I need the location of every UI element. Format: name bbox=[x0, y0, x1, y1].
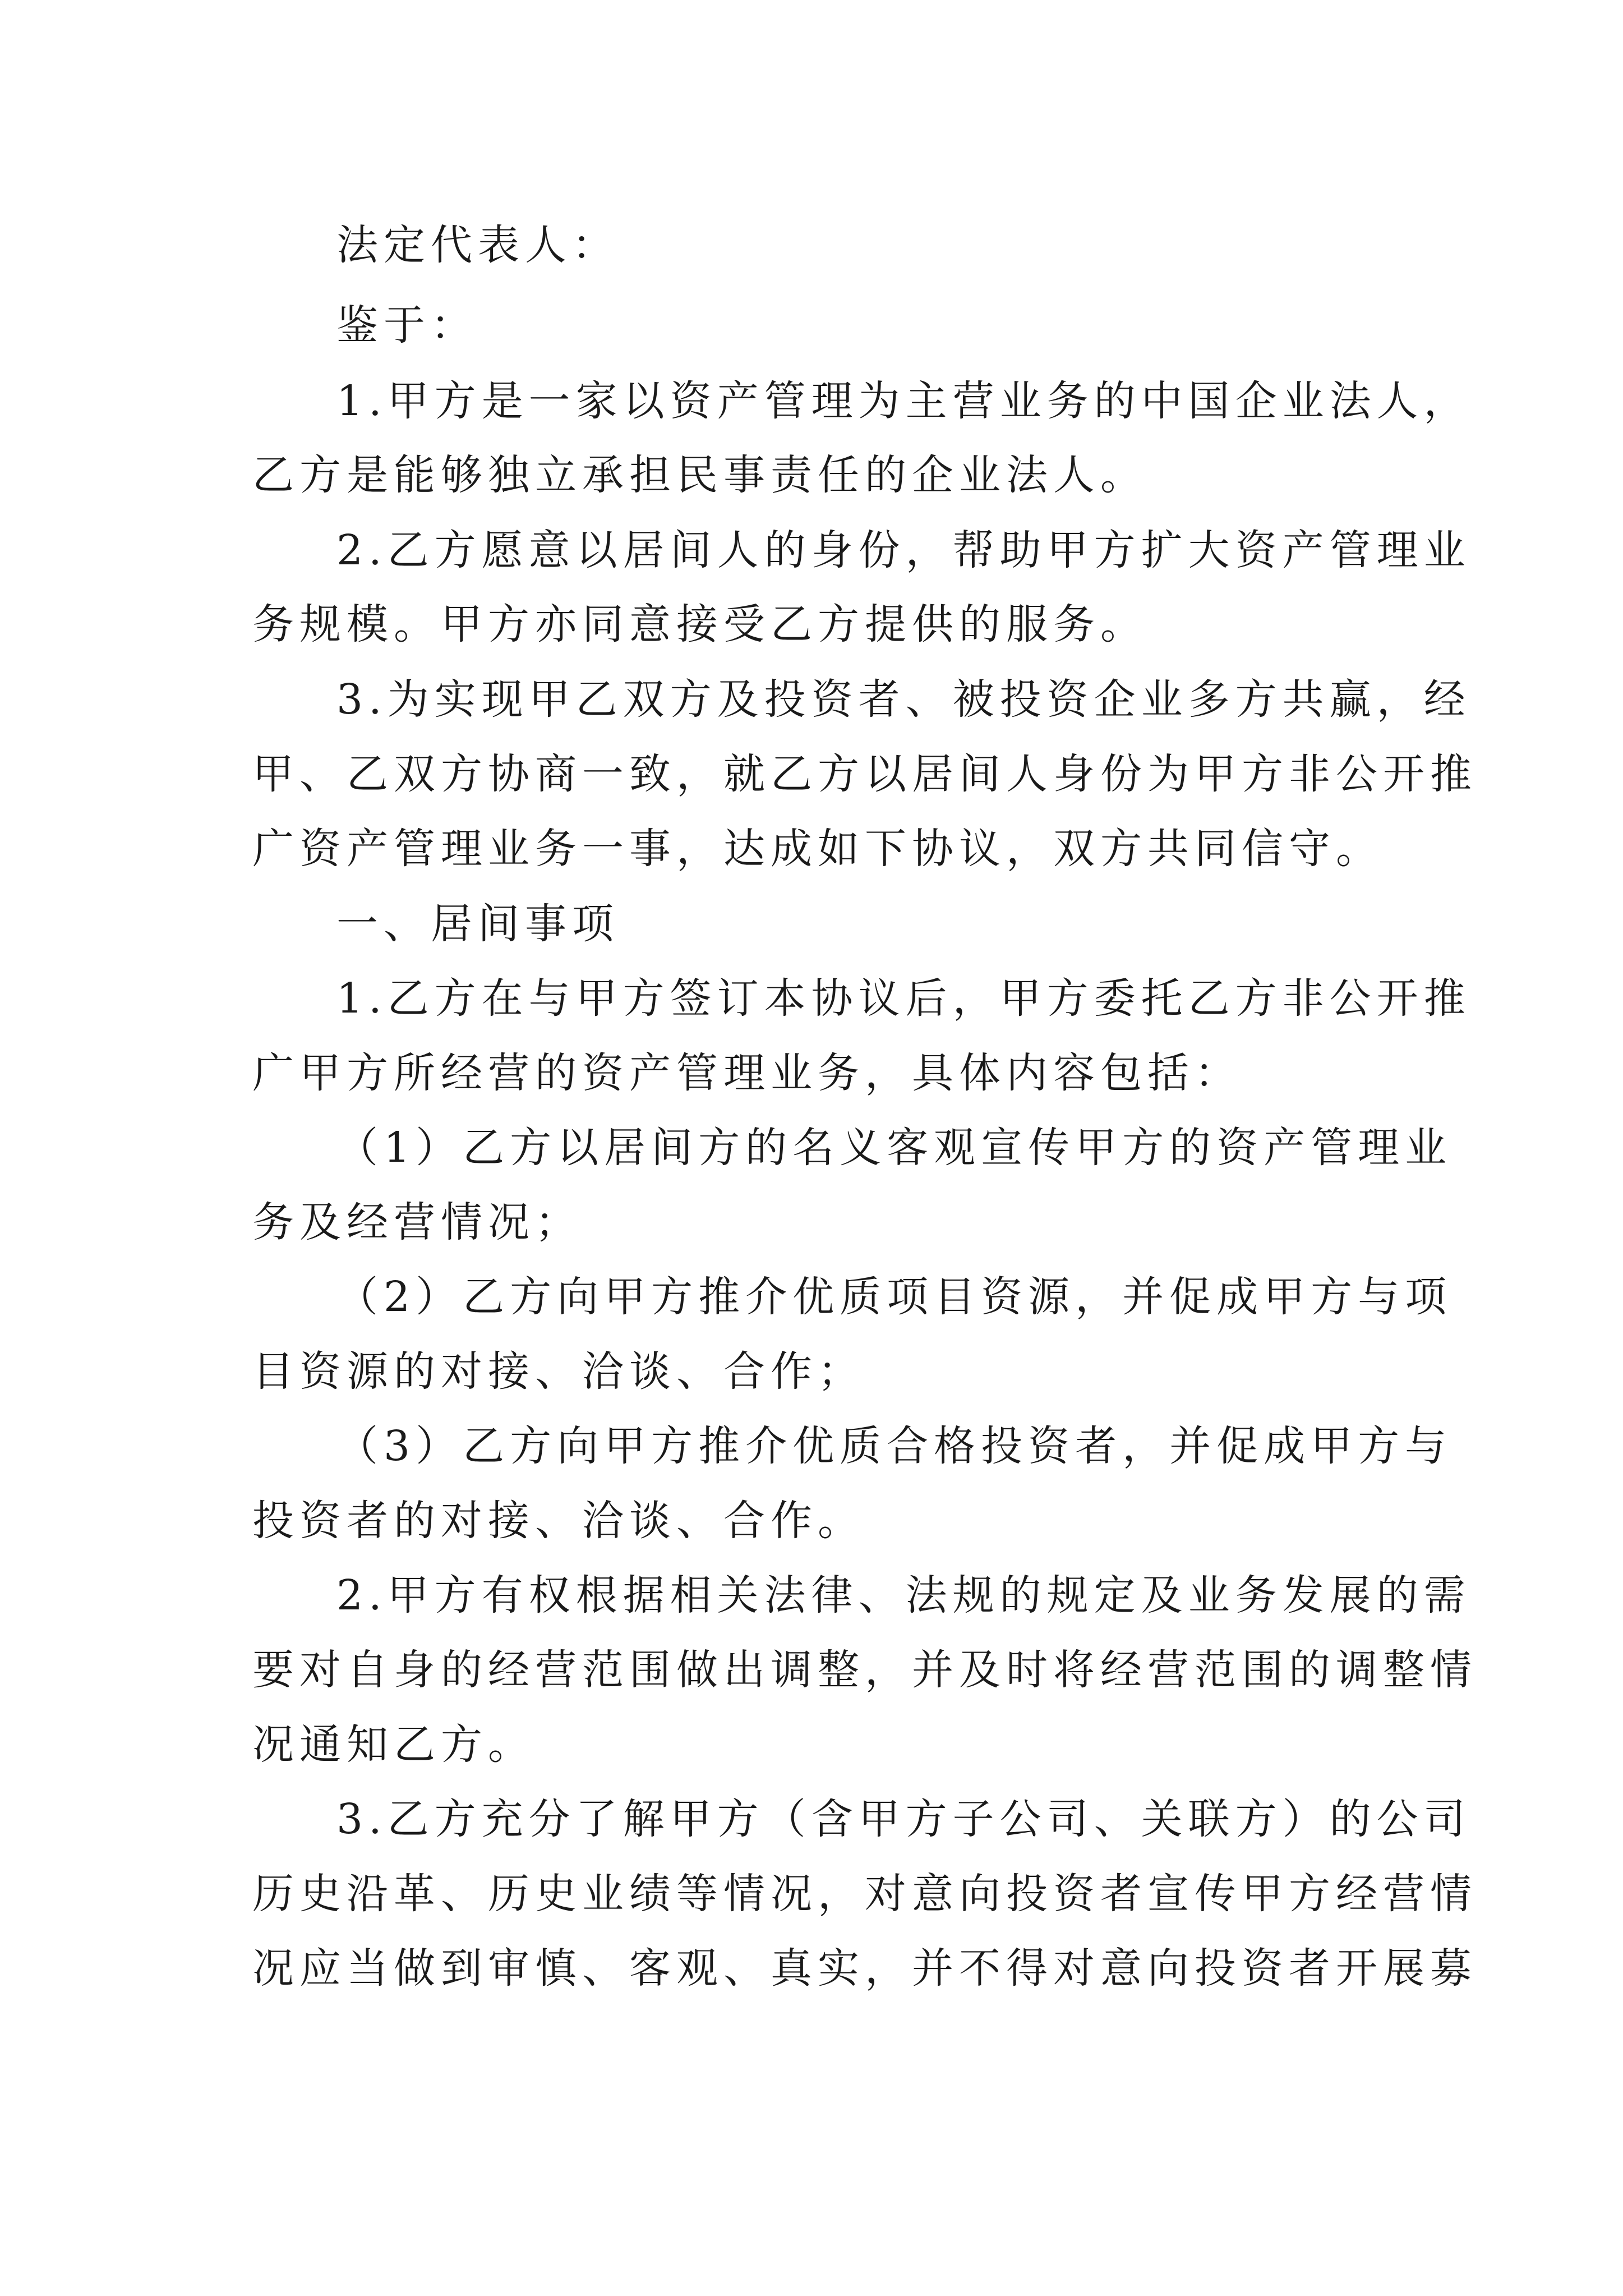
paragraph-line: 况通知乙方。 bbox=[252, 1720, 535, 1769]
paragraph-line: 1.甲方是一家以资产管理为主营业务的中国企业法人， bbox=[336, 377, 1471, 425]
legal-representative-label: 法定代表人： bbox=[336, 221, 619, 269]
paragraph-line: 3.为实现甲乙双方及投资者、被投资企业多方共赢，经 bbox=[336, 675, 1471, 724]
paragraph-line: （1）乙方以居间方的名义客观宣传甲方的资产管理业 bbox=[336, 1124, 1453, 1172]
paragraph-line: （2）乙方向甲方推介优质项目资源，并促成甲方与项 bbox=[336, 1273, 1453, 1321]
paragraph-line: 1.乙方在与甲方签订本协议后，甲方委托乙方非公开推 bbox=[336, 974, 1471, 1023]
paragraph-line: 2.甲方有权根据相关法律、法规的规定及业务发展的需 bbox=[336, 1571, 1471, 1619]
paragraph-line: 况应当做到审慎、客观、真实，并不得对意向投资者开展募 bbox=[252, 1944, 1477, 1993]
paragraph-line: 历史沿革、历史业绩等情况，对意向投资者宣传甲方经营情 bbox=[252, 1870, 1477, 1918]
paragraph-line: 目资源的对接、洽谈、合作； bbox=[252, 1347, 865, 1396]
paragraph-line: 甲、乙双方协商一致，就乙方以居间人身份为甲方非公开推 bbox=[252, 750, 1477, 798]
paragraph-line: 乙方是能够独立承担民事责任的企业法人。 bbox=[252, 451, 1147, 499]
paragraph-line: 2.乙方愿意以居间人的身份，帮助甲方扩大资产管理业 bbox=[336, 526, 1471, 574]
paragraph-line: 务及经营情况； bbox=[252, 1198, 582, 1246]
paragraph-line: 投资者的对接、洽谈、合作。 bbox=[252, 1497, 865, 1545]
paragraph-line: 3.乙方充分了解甲方（含甲方子公司、关联方）的公司 bbox=[336, 1795, 1471, 1843]
paragraph-line: 要对自身的经营范围做出调整，并及时将经营范围的调整情 bbox=[252, 1646, 1477, 1694]
paragraph-line: 广资产管理业务一事，达成如下协议，双方共同信守。 bbox=[252, 825, 1383, 873]
paragraph-line: 广甲方所经营的资产管理业务，具体内容包括： bbox=[252, 1049, 1242, 1097]
paragraph-line: 务规模。甲方亦同意接受乙方提供的服务。 bbox=[252, 600, 1147, 648]
section-heading: 一、居间事项 bbox=[336, 900, 619, 948]
whereas-heading: 鉴于： bbox=[336, 301, 478, 349]
paragraph-line: （3）乙方向甲方推介优质合格投资者，并促成甲方与 bbox=[336, 1422, 1453, 1470]
